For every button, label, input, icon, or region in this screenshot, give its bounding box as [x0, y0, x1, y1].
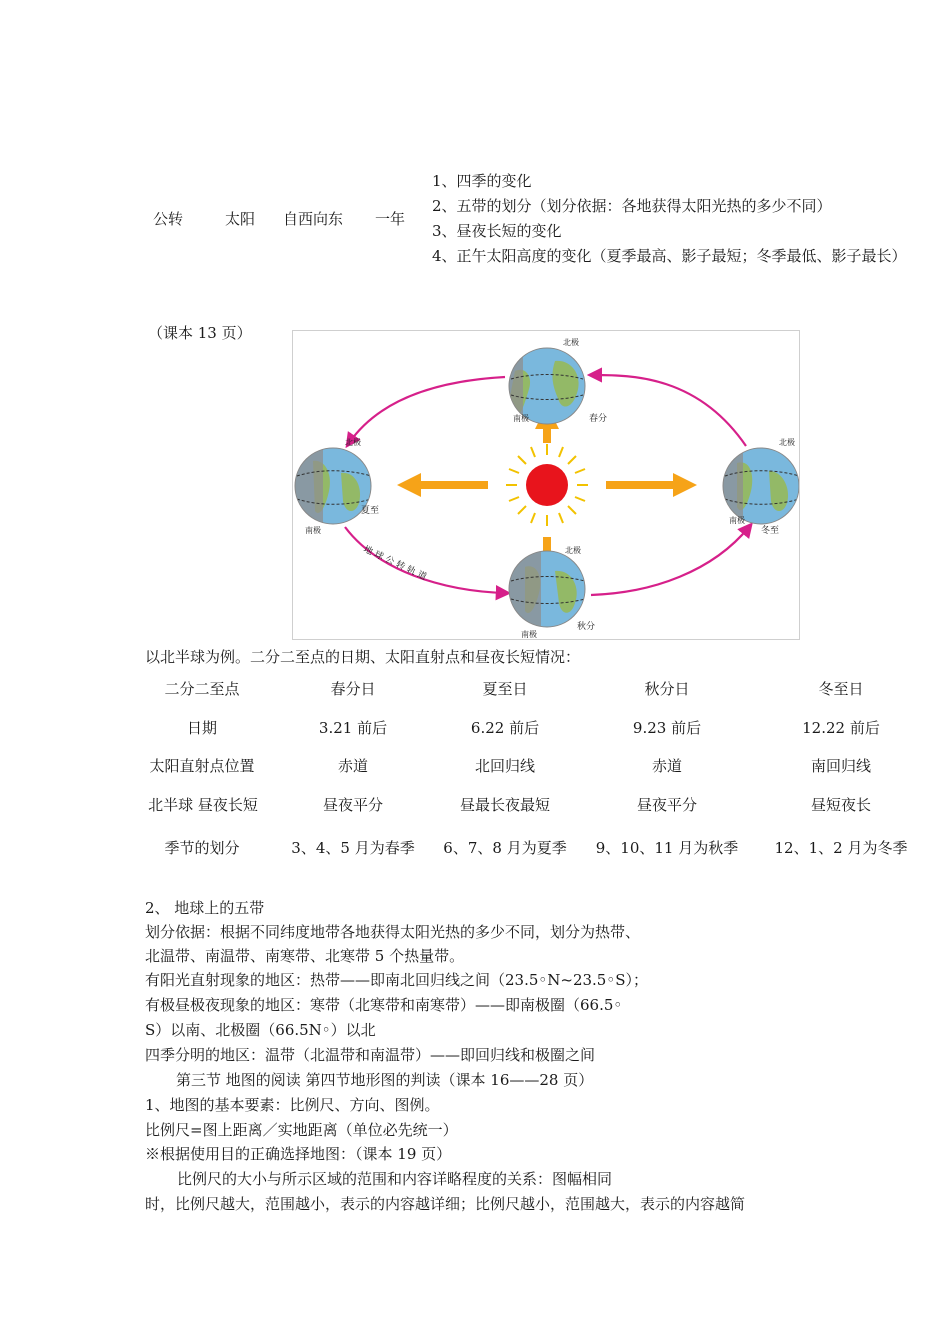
label-north-pole: 北极 — [779, 438, 795, 447]
table-cell: 太阳直射点位置 — [149, 757, 255, 775]
table-header: 秋分日 — [644, 680, 690, 698]
table-cell: 昼夜平分 — [322, 796, 383, 814]
orbit-label: 地 球 公 转 轨 道 — [361, 544, 428, 583]
effect-item: 2、五带的划分（划分依据：各地获得太阳光热的多少不同） — [432, 197, 832, 215]
earth-orbit-diagram — [293, 331, 799, 639]
label-autumn-equinox: 秋分 — [577, 622, 596, 632]
orbit-arc — [591, 527, 749, 595]
table-cell: 3、4、5 月为春季 — [291, 839, 415, 857]
paragraph-line: 四季分明的地区：温带（北温带和南温带）——即回归线和极圈之间 — [145, 1046, 596, 1064]
revolution-label: 公转 — [153, 210, 184, 228]
paragraph-line: 比例尺的大小与所示区域的范围和内容详略程度的关系：图幅相同 — [177, 1170, 613, 1188]
orbit-arc — [345, 527, 505, 593]
table-cell: 北半球 昼夜长短 — [148, 796, 258, 814]
label-south-pole: 南极 — [521, 630, 537, 639]
paragraph-line: 划分依据：根据不同纬度地带各地获得太阳光热的多少不同，划分为热带、 — [145, 923, 641, 941]
earth-orbit-figure — [292, 330, 800, 640]
paragraph-line: 1、地图的基本要素：比例尺、方向、图例。 — [145, 1096, 440, 1114]
table-cell: 12.22 前后 — [802, 719, 880, 737]
table-header: 春分日 — [330, 680, 376, 698]
table-cell: 3.21 前后 — [318, 719, 388, 737]
label-south-pole: 南极 — [729, 516, 745, 525]
label-winter-solstice: 冬至 — [761, 526, 780, 536]
table-cell: 季节的划分 — [164, 839, 240, 857]
section-heading: 2、 地球上的五带 — [145, 899, 265, 917]
revolution-center: 太阳 — [225, 210, 256, 228]
table-cell: 6.22 前后 — [470, 719, 540, 737]
table-cell: 赤道 — [651, 757, 682, 775]
label-north-pole: 北极 — [563, 338, 579, 347]
table-cell: 9、10、11 月为秋季 — [595, 839, 739, 857]
table-cell: 北回归线 — [474, 757, 535, 775]
orbit-arc — [593, 375, 746, 446]
revolution-period: 一年 — [375, 210, 406, 228]
revolution-direction: 自西向东 — [283, 210, 344, 228]
paragraph-line: 有阳光直射现象的地区：热带——即南北回归线之间（23.5◦N~23.5◦S）； — [145, 971, 648, 989]
paragraph-line: 时，比例尺越大，范围越小，表示的内容越详细；比例尺越小，范围越大，表示的内容越简 — [145, 1195, 746, 1213]
effect-item: 3、昼夜长短的变化 — [432, 222, 562, 240]
label-spring-equinox: 春分 — [589, 414, 608, 424]
table-cell: 昼短夜长 — [810, 796, 871, 814]
label-north-pole: 北极 — [345, 438, 361, 447]
figure-caption: （课本 13 页） — [148, 324, 252, 342]
label-south-pole: 南极 — [305, 526, 321, 535]
label-north-pole: 北极 — [565, 546, 581, 555]
table-cell: 赤道 — [337, 757, 368, 775]
table-cell: 6、7、8 月为夏季 — [443, 839, 567, 857]
table-header: 夏至日 — [482, 680, 528, 698]
table-cell: 南回归线 — [810, 757, 871, 775]
table-cell: 日期 — [186, 719, 217, 737]
paragraph-line: ※根据使用目的正确选择地图：（课本 19 页） — [145, 1145, 452, 1163]
label-summer-solstice: 夏至 — [361, 506, 380, 516]
section-title: 第三节 地图的阅读 第四节地形图的判读（课本 16——28 页） — [176, 1071, 594, 1089]
paragraph-line: 比例尺=图上距离／实地距离（单位必先统一） — [145, 1121, 458, 1139]
table-header: 二分二至点 — [164, 680, 240, 698]
sun-icon — [526, 464, 568, 506]
table-cell: 9.23 前后 — [632, 719, 702, 737]
table-cell: 昼夜平分 — [636, 796, 697, 814]
table-cell: 12、1、2 月为冬季 — [774, 839, 908, 857]
paragraph-line: 有极昼极夜现象的地区：寒带（北寒带和南寒带）——即南极圈（66.5◦ — [145, 996, 623, 1014]
paragraph-line: 北温带、南温带、南寒带、北寒带 5 个热量带。 — [145, 947, 465, 965]
table-intro: 以北半球为例。二分二至点的日期、太阳直射点和昼夜长短情况： — [145, 648, 581, 666]
table-header: 冬至日 — [818, 680, 864, 698]
orbit-arc — [349, 377, 505, 443]
effect-item: 4、正午太阳高度的变化（夏季最高、影子最短；冬季最低、影子最长） — [432, 247, 907, 265]
label-south-pole: 南极 — [513, 414, 529, 423]
paragraph-line: S）以南、北极圈（66.5N◦）以北 — [145, 1021, 376, 1039]
effect-item: 1、四季的变化 — [432, 172, 532, 190]
table-cell: 昼最长夜最短 — [459, 796, 550, 814]
